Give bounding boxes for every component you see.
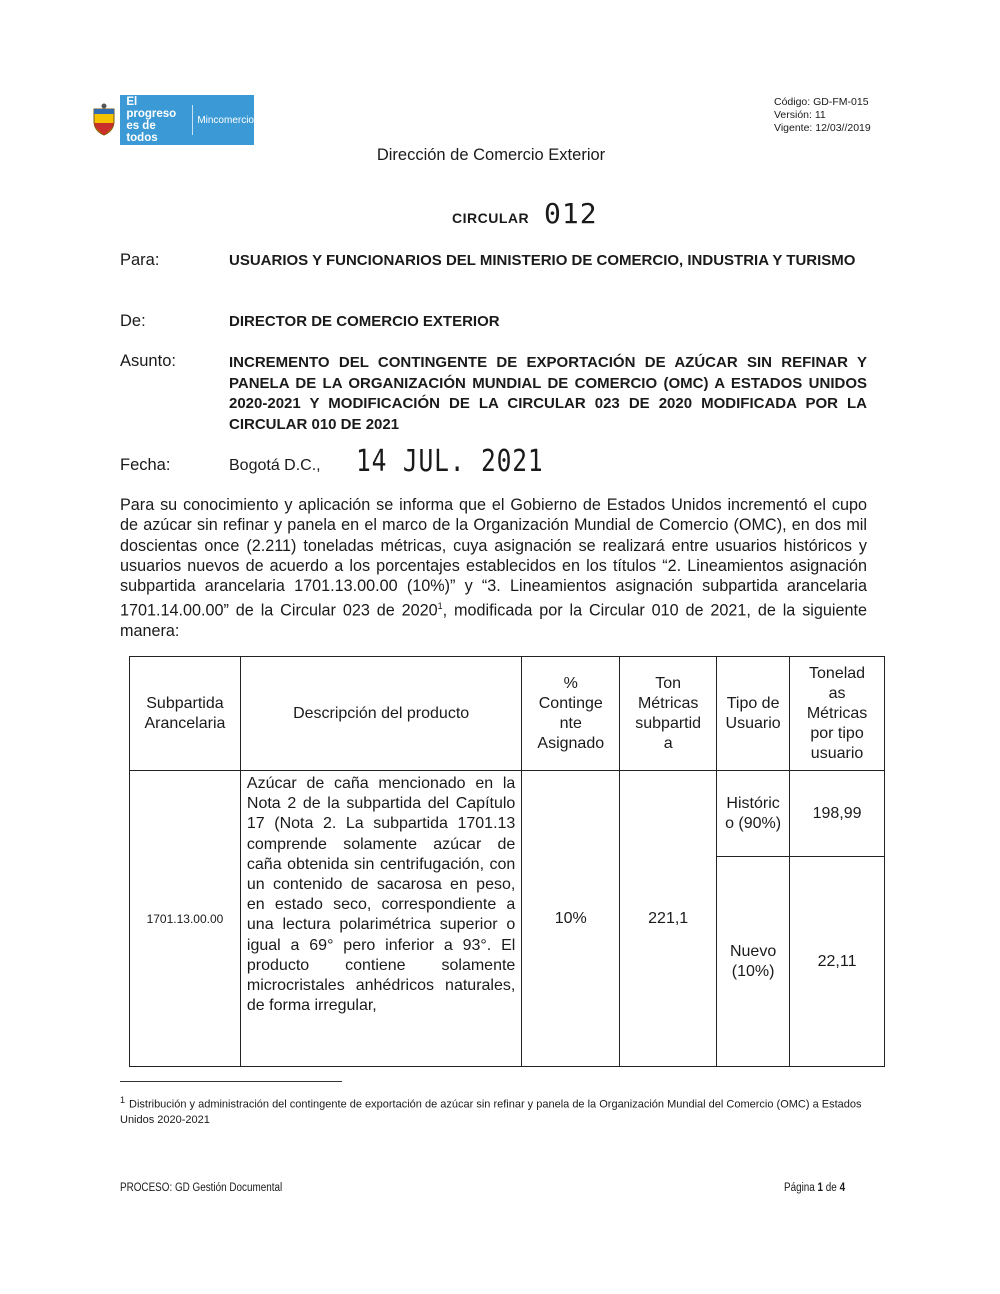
intro-text: Para su conocimiento y aplicación se informa que el Gobierno de Estados Unidos incrementó el cupo de azúcar sin refinar y panela en el marco de la Organización Mundial de Comercio (OMC), en dos mil doscientas once (2.211) toneladas métricas, cuya asignación se realizará entre usuarios históricos y usuarios nuevos de acuerdo a los porcentajes establecidos en los títulos “2. Lineamientos asignación subpartida arancelaria 1701.13.00.00 (10%)” y “3. Lineamientos asignación subpartida arancelaria 1701.14.00.00” de la Circular 023 de 2020 [120, 496, 867, 620]
intro-paragraph [120, 495, 867, 641]
cell-ton-historico: 198,99 [790, 771, 885, 857]
footnote-ref: 1 [437, 601, 443, 612]
page-current: 1 [817, 1182, 824, 1194]
header-descripcion: Descripción del producto [240, 657, 521, 771]
header-line: Tonelad [809, 664, 866, 682]
header-line: % [563, 674, 578, 692]
header-line: nte [559, 714, 582, 732]
tipo-line: (10%) [731, 962, 775, 980]
tipo-line: Históric [726, 794, 780, 812]
coat-of-arms-icon [88, 95, 120, 145]
header-line: a [663, 734, 673, 752]
cell-porcentaje: 10% [522, 771, 620, 1067]
cell-ton-metricas: 221,1 [620, 771, 717, 1067]
footnote-divider [120, 1081, 342, 1082]
logo-slogan: El progreso es de todos [126, 96, 177, 144]
table-row [130, 771, 885, 857]
fecha-place: Bogotá D.C., [229, 457, 321, 474]
intro-text-end: , modificada por la Circular 010 de 2021, de la siguiente manera: [120, 601, 867, 641]
header-line: Usuario [725, 714, 781, 732]
tipo-line: o (90%) [725, 814, 782, 832]
asunto-value: INCREMENTO DEL CONTINGENTE DE EXPORTACIÓN DE AZÚCAR SIN REFINAR Y PANELA DE LA ORGANIZACIÓN MUNDIAL DE COMERCIO (OMC) A ESTADOS UNIDOS 2020-2021 Y MODIFICACIÓN DE LA CIRCULAR 023 DE 2020 MODIFICADA POR LA CIRCULAR 010 DE 2021 [229, 354, 867, 433]
fecha-stamp: 14 JUL. 2021 [356, 444, 544, 479]
mincomercio-logo [88, 95, 254, 145]
footnote-number: 1 [120, 1095, 126, 1105]
header-line: Métricas [637, 694, 699, 712]
para-value: USUARIOS Y FUNCIONARIOS DEL MINISTERIO DE COMERCIO, INDUSTRIA Y TURISMO [229, 252, 856, 269]
page-mid: de [823, 1182, 840, 1194]
circular-label: CIRCULAR [452, 210, 530, 226]
header-line: Tipo de [726, 694, 780, 712]
asunto-label: Asunto: [120, 352, 176, 370]
table-header-row [130, 657, 885, 771]
header-line: Continge [538, 694, 603, 712]
footer-process: PROCESO: GD Gestión Documental [120, 1182, 283, 1194]
header-line: as [828, 684, 846, 702]
footnote-text: Distribución y administración del contingente de exportación de azúcar sin refinar y panela de la Organización Mundial del Comercio (OMC) a Estados Unidos 2020-2021 [120, 1098, 862, 1126]
header-line: Métricas [806, 704, 868, 722]
version-line: Versión: 11 [774, 109, 826, 121]
page-total: 4 [839, 1182, 846, 1194]
de-label: De: [120, 312, 146, 330]
code-line: Código: GD-FM-015 [774, 96, 869, 108]
de-value: DIRECTOR DE COMERCIO EXTERIOR [229, 313, 500, 330]
header-line: Ton [655, 674, 682, 692]
para-label: Para: [120, 251, 160, 269]
vigente-line: Vigente: 12/03//2019 [774, 122, 871, 134]
cell-tipo-historico [717, 771, 790, 857]
document-code-box [774, 96, 871, 135]
header-line: Asignado [537, 734, 605, 752]
cell-ton-nuevo: 22,11 [790, 857, 885, 1067]
fecha-label: Fecha: [120, 456, 171, 474]
header-line: usuario [810, 744, 864, 762]
header-line: por tipo [810, 724, 864, 742]
logo-ministry: Mincomercio [197, 114, 254, 126]
circular-number: 012 [544, 197, 598, 230]
header-ton-por-tipo [790, 657, 885, 771]
tipo-line: Nuevo [729, 942, 777, 960]
logo-divider [192, 105, 193, 135]
page-prefix: Página [784, 1182, 818, 1194]
cell-tipo-nuevo [717, 857, 790, 1067]
quota-table [129, 656, 885, 1067]
cell-descripcion: Azúcar de caña mencionado en la Nota 2 de la subpartida del Capítulo 17 (Nota 2. La subpartida 1701.13 comprende solamente azúcar de caña obtenida sin centrifugación, con un contenido de sacarosa en peso, en estado seco, correspondiente a una lectura polarimétrica superior o igual a 69° pero inferior a 93°. El producto contiene solamente microcristales anhédricos naturales, de forma irregular, [240, 771, 521, 1067]
header-ton-metricas [620, 657, 717, 771]
header-line: subpartid [635, 714, 702, 732]
header-porcentaje [522, 657, 620, 771]
cell-subpartida: 1701.13.00.00 [130, 771, 241, 1067]
header-subpartida: Subpartida Arancelaria [130, 657, 241, 771]
footer-page-number [784, 1182, 845, 1194]
header-tipo-usuario [717, 657, 790, 771]
direction-title: Dirección de Comercio Exterior [376, 146, 606, 164]
footnote [120, 1093, 880, 1128]
